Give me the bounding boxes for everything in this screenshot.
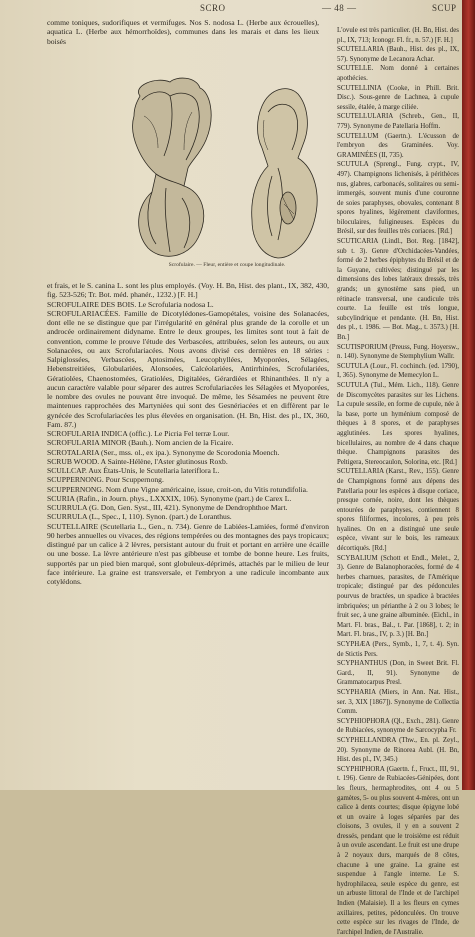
flower-engraving — [112, 76, 342, 272]
entry-text: SCUTULA (Lour., Fl. cochinch. (ed. 1790), I, 365). Synonyme de Memecylon L. — [337, 362, 459, 380]
entry-text: SCUTICARIA (Lindl., Bot. Reg. [1842], sub t. 3). Genre d'Orchidacées-Vandées, formé de 2 herbes épiphytes du Brésil et de la Guyane, cultivées; distingué par les dimensions des lobes latéraux dressés, très grands; un gynostème sans pied, un rétinacle transversal, une caudicule très courte. La feuille est très longue, subcylindrique et pendante. (H. Bn, Hist. des pl., t. 1986. — Bot. Mag., t. 3573.) [H. Bn.] — [337, 238, 459, 341]
entry-text: SCROFULARIA INDICA (offic.). Le Picria Fel terræ Lour. — [47, 429, 230, 438]
figure-caption: Scrofulaire. — Fleur, entière et coupe longitudinale. — [168, 262, 286, 268]
red-book-binding — [462, 0, 475, 790]
entry-text: et frais, et le S. canina L. sont les plus employés. (Voy. H. Bn, Hist. des plant., IX, 382, 430, fig. 523-526; Tr. Bot. méd. phanér., 1232.) [F. H.] — [47, 281, 329, 300]
right-column — [337, 26, 459, 936]
entry-text: SCUTELLAIRE (Scutellaria L., Gen., n. 734). Genre de Labiées-Lamiées, formé d'environ 90 herbes annuelles ou vivaces, des régions tempérées ou des montagnes des pays tropicaux; distingué par un calice à 2 lèvres, persistant autour du fruit et portant en arrière une écaille ou une bosse. La lèvre antérieure n'est pas gibbeuse et tombe de bonne heure. Les fruits, supportés par un pied bien marqué, sont globuleux-déprimés, attachés par le milieu de leur face intérieure. La graine est transversale, et l'embryon a une radicule incombante aux cotylédons. — [47, 521, 329, 586]
entry-text: SCYPHANTHUS (Don, in Sweet Brit. Fl. Gard., II, 91). Synonyme de Grammatocarpus Presl. — [337, 660, 459, 687]
entry-text: SCUTISPORIUM (Preuss, Fung. Hoyersw., n. 140). Synonyme de Stemphylium Wallr. — [337, 343, 459, 361]
entry-text: SCUTELLULARIA (Schreb., Gen., II, 779). Synonyme de Patellaria Hoffm. — [337, 113, 459, 130]
entry-text: SCRUB WOOD. A Sainte-Hélène, l'Aster glutinosus Roxb. — [47, 456, 228, 466]
scrofulaire-illustration — [112, 76, 342, 272]
header-right-word: SCUP — [432, 3, 457, 13]
entry-text: SCUPPERNONG. Pour Scuppernong. — [47, 475, 164, 485]
entry-text: SCYPHÆA (Pers., Symb., 1, 7, t. 4). Syn. de Stictis Pers. — [337, 641, 459, 658]
page-number: — 48 — — [322, 3, 357, 13]
entry-text: SCUTELLINIA (Cooke, in Phill. Brit. Disc.). Sous-genre de Lachnea, à cupule sessile, étalée, à marge ciliée. — [337, 84, 459, 111]
entry-text: SCUPPERNONG. Nom d'une Vigne américaine, issue, croit-on, du Vitis rotundifolia. — [47, 484, 308, 494]
entry-text: SCUTELLE. Nom donné à certaines apothécies. — [337, 65, 459, 82]
running-header — [0, 3, 462, 17]
entry-text: SCYBALIUM (Schott et Endl., Melet., 2, 3). Genre de Balanophoracées, formé de 4 herbes charnues, parasites, de l'Amérique tropicale; distingué par des pédoncules pourvus de bractées, un spadice à bractées imbriquées; un périanthe à 2 ou 3 lobes; le fruit sec, à une graine albuminée. (Eichl., in Mart. Fl. bras., Bal., t. Par. [1868], t. 2; in Mart. Fl. bras., IV, p. 3.) [H. Bn.] — [337, 554, 459, 639]
left-column-body — [47, 281, 329, 789]
entry-text: SCUTULA (Sprengl., Fung. crypt., IV, 497). Champignons lichenisés, à périthèces nus, glabres, carbonacés, solitaires ou semi-immergés, souvent munis d'une couronne de soies paraphyses, obovales, contenant 8 spores hyalines, légèrement claviformes, biloculaires, fuligineuses. Espèces du Brésil, sur des feuilles très coriaces. [Rd.] — [337, 161, 459, 236]
left-column-top — [47, 18, 319, 74]
entry-text: SCURRULA (G. Don, Gen. Syst., III, 421). Synonyme de Dendrophthoe Mart. — [47, 503, 288, 512]
entry-text: SCYPHELLANDRA (Thw., En. pl. Zeyl., 20). Synonyme de Rinorea Aubl. (H. Bn, Hist. des pl., IV, 345.) — [337, 736, 459, 764]
entry-text: SCUTELLARIA (Bauh., Hist. des pl., IX, 57). Synonyme de Lecanora Achar. — [337, 46, 459, 63]
entry-text: SCROFULARIA MINOR (Bauh.). Nom ancien de la Ficaire. — [47, 438, 234, 448]
entry-text: SCYPHIOPHORA (Ql., Exch., 281). Genre de Rubiacées, synonyme de Sarcocypha Fr. — [337, 717, 459, 735]
entry-text: SCULLCAP. Aux États-Unis, le Scutellaria lateriflora L. — [47, 466, 220, 475]
entry-text: L'ovule est très particulier. (H. Bn, Hist. des pl., IX, 713; Iconogr. Fl. fr., n. 57.) [F. H.] — [337, 27, 459, 44]
entry-text: SCUTULA (Tul., Mém. Lich., 118). Genre de Discomycètes parasites sur les Lichens. La cupule sessile, en forme de cupule, née à la base, porte un hyménium composé de thèques à 8 spores, et de paraphyses agglutinées. Les spores hyalines, bicellulaires, au nombre de 4 dans chaque thèque. Champignons parasites des Peltigera, Stereocaulon, Solorina, etc. [Rd.] — [337, 381, 459, 466]
entry-text: SCROFULAIRE DES BOIS. Le Scrofularia nodosa L. — [47, 299, 214, 309]
entry-text: comme toniques, sudorifiques et vermifuges. Nos S. nodosa L. (Herbe aux écrouelles), aquatica L. (Herbe aux hémorrhoïdes), communes dans les marais et dans les lieux boisés — [47, 18, 319, 46]
header-left-word: SCRO — [200, 3, 226, 13]
entry-text: SCUTELLUM (Gaertn.). L'écusson de l'embryon des Graminées. Voy. GRAMINÉES (II, 735). — [337, 132, 459, 159]
entry-text: SCYPHIPHORA (Gaertn. f., Fruct., III, 91, t. 196). Genre de Rubiacées-Génipées, dont les fleurs, hermaphrodites, ont 4 ou 5 gamètes, 5- ou plus souvent 4-mères, ont un calice à dents courtes; disque épigyne lobé et un ovaire à loges séparées par des cloisons, 3 ovules, il y en a souvent 2 dressés, pendant que le troisième est réduit à un ovule ascendant. Le fruit est une drupe à 2 noyaux durs, marqués de 8 côtes, chacune à une graine. La graine est suspendue à l'angle interne. Le S. hydrophilacea, seule espèce du genre, est un arbuste littoral de l'Inde et de l'archipel Indien (Malaisie). Il a les fleurs en cymes axillaires, petites, pédonculées. On trouve cette espèce sur les rivages de l'Inde, de l'archipel Indien, de l'Australie. — [337, 765, 459, 936]
entry-text: SCROTALARIA (Ser., mss. ol., ex ipa.). Synonyme de Scorodonia Moench. — [47, 447, 280, 457]
entry-text: SCUTELLARIA (Karst., Rev., 155). Genre de Champignons formé aux dépens des Patellaria pour les espèces à disque coriace, presque cornée, noire, dont les thèques entourées de paraphyses, contiennent 8 spores filiformes, incolores, à peu près hyalines. On en a distingué une seule espèce, vivant sur le bois, les rameaux décortiqués. [Rd.] — [337, 468, 459, 553]
entry-text: SCURIA (Rafin., in Journ. phys., LXXXIX, 106). Synonyme (part.) de Carex L. — [47, 493, 292, 503]
entry-text: SCROFULARIACÉES. Famille de Dicotylédones-Gamopétales, voisine des Solanacées, dont elle ne se distingue que par l'irrégularité en général plus grande de la corolle et un androcée ordinairement didyname. Entre le deux groupes, les limites sont tout à fait de convention, comme le prouve l'étude des Verbascées, attribuées, selon les auteurs, ou aux Solanacées, ou aux Scrofulariacées. Nous avons divisé ces dernières en 18 séries : Salpiglossées, Verbascées, Aptosimées, Leucophyllées, Myoporées, Sélagées, Hebenstreitiées, Globulariées, Alonsoées, Calcéolariées, Antirrhinées, Scrofulariées, Gératiolées, Chaenostomées, Gratiolées, Digitalées, Gérardiées et Rhinanthées. Il n'y a aucun caractère valable pour séparer des autres Scrofulariacées les Sélagées et Myoporées, le nombre des ovules ne pouvant être invoqué. De même, les Sésamées ne peuvent être maintenues rapprochées des Martyniées qui sont des Gesnériacées et en diffèrent par le gynécée des Scrofulariacées les plus élevées en organisation. (H. Bn, Hist. des pl., IX, 360, Fam. 87.) — [47, 308, 329, 429]
entry-text: SCYPHARIA (Miers, in Ann. Nat. Hist., ser. 3, XIX [1867]). Synonyme de Collectia Comm. — [337, 688, 459, 716]
entry-text: SCURRULA (L., Spec., I, 110). Synon. (part.) de Loranthus. — [47, 512, 232, 522]
